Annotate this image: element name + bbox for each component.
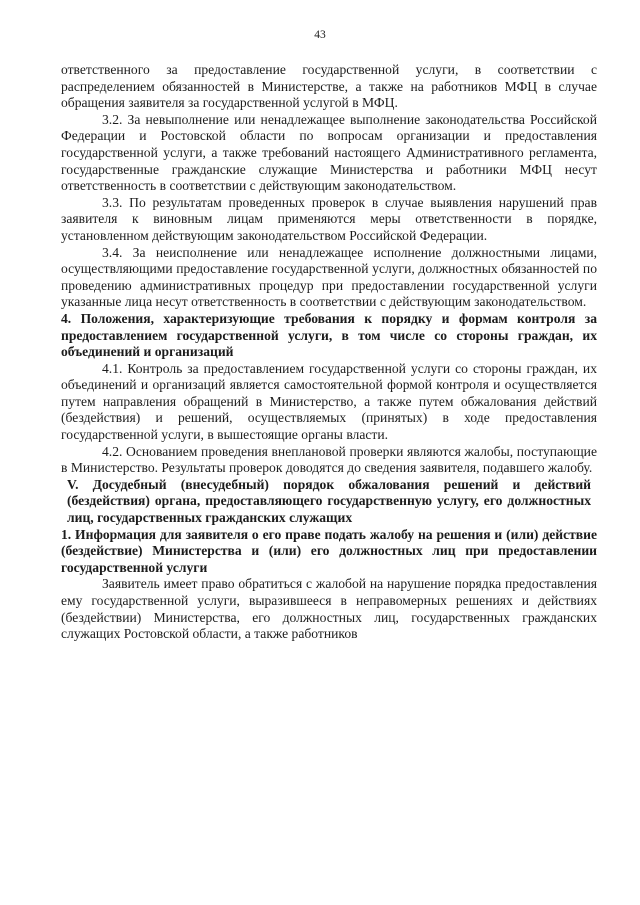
subsection-1-heading: 1. Информация для заявителя о его праве подать жалобу на решения и (или) действие (бездействие) Министерства и (или) его должностных лиц при предоставлении государственной услуги bbox=[61, 526, 597, 575]
paragraph-continuation: ответственного за предоставление государственной услуги, в соответствии с распределением обязанностей в Министерстве, а также на работников МФЦ в случае обращения заявителя за государственной услугой в МФЦ. bbox=[61, 62, 597, 111]
paragraph-3-3: 3.3. По результатам проведенных проверок в случае выявления нарушений прав заявителя к виновным лицам применяются меры ответственности в порядке, установленном действующим законодательством Российской Федерации. bbox=[61, 194, 597, 243]
paragraph-4-1: 4.1. Контроль за предоставлением государственной услуги со стороны граждан, их объединений и организаций является самостоятельной формой контроля и осуществляется путем направления обращений в Министерство, а также путем обжалования действий (бездействия) и решений, осуществляемых (принятых) в ходе предоставления государственной услуги, в вышестоящие органы власти. bbox=[61, 360, 597, 443]
section-5-heading: V. Досудебный (внесудебный) порядок обжалования решений и действий (бездействия) органа, предоставляющего государственную услугу, его должностных лиц, государственных гражданских служащих bbox=[67, 476, 591, 526]
paragraph-3-4: 3.4. За неисполнение или ненадлежащее исполнение должностными лицами, осуществляющими предоставление государственной услуги, должностных обязанностей по проведению административных процедур при предоставлении государственной услуги указанные лица несут ответственность в соответствии с действующим законодательством. bbox=[61, 244, 597, 310]
paragraph-3-2: 3.2. За невыполнение или ненадлежащее выполнение законодательства Российской Федерации и Ростовской области по вопросам организации и предоставления государственной услуги, а также требований настоящего Административного регламента, государственные гражданские служащие Министерства и работники МФЦ несут ответственность в соответствии с действующим законодательством. bbox=[61, 111, 597, 194]
section-4-heading: 4. Положения, характеризующие требования к порядку и формам контроля за предоставлением государственной услуги, в том числе со стороны граждан, их объединений и организаций bbox=[61, 310, 597, 360]
paragraph-complaint-right: Заявитель имеет право обратиться с жалобой на нарушение порядка предоставления ему государственной услуги, выразившееся в неправомерных решениях и действиях (бездействии) Министерства, его должностных лиц, государственных гражданских служащих Ростовской области, а также работников bbox=[61, 576, 597, 642]
page-number: 43 bbox=[314, 29, 326, 41]
document-body bbox=[61, 62, 597, 643]
paragraph-4-2: 4.2. Основанием проведения внеплановой проверки являются жалобы, поступающие в Министерство. Результаты проверок доводятся до сведения заявителя, подавшего жалобу. bbox=[61, 443, 597, 476]
